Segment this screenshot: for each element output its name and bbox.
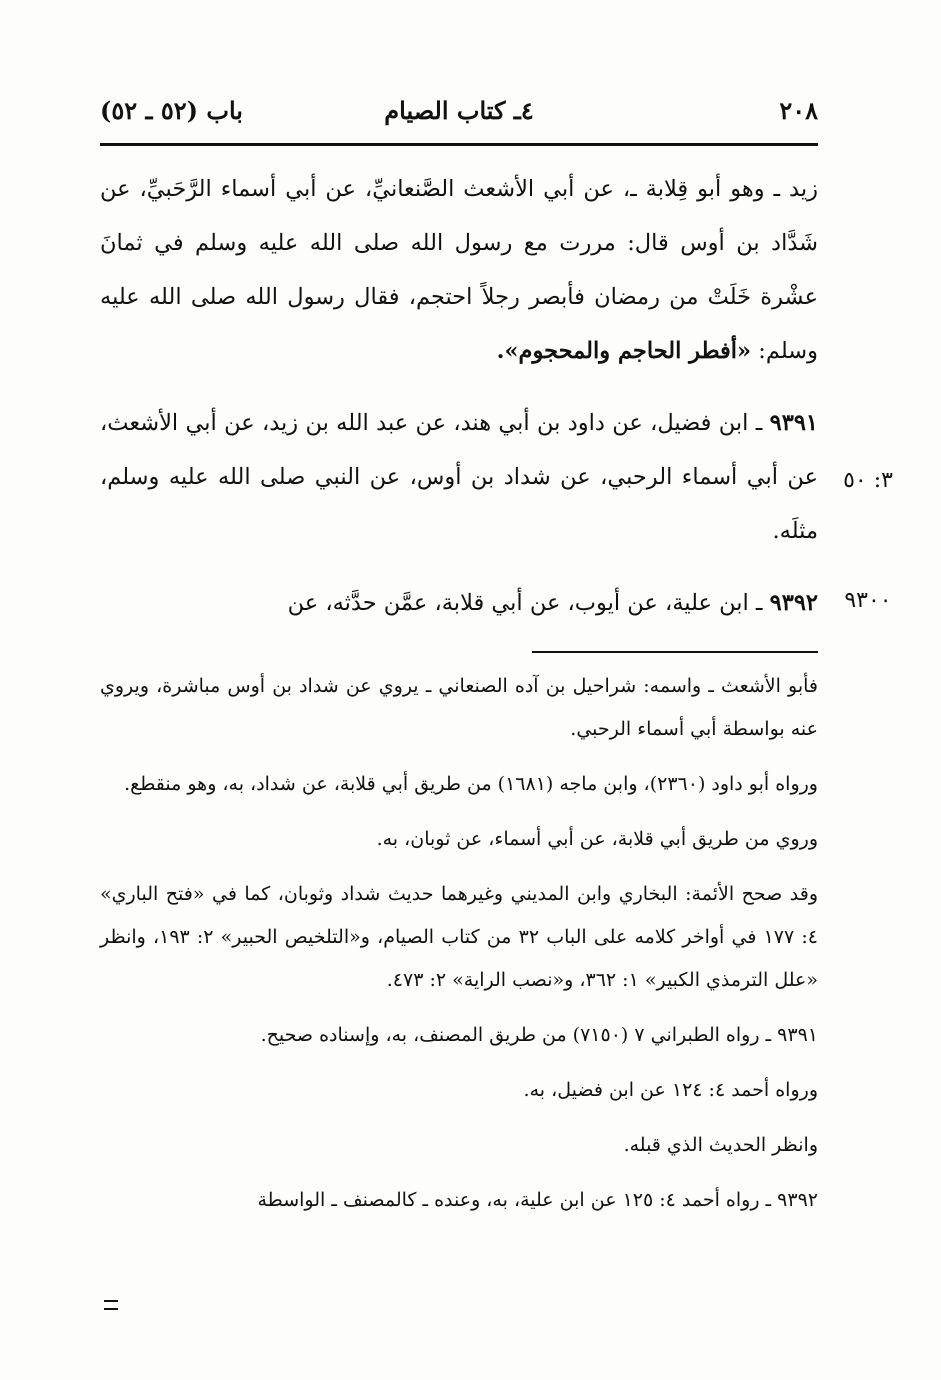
chapter-reference: باب (٥٢ ـ ٥٢) [100, 96, 243, 125]
hadith-number: ٩٣٩٢ [769, 590, 818, 616]
page-number: ٢٠٨ [779, 96, 818, 125]
main-text [100, 162, 818, 648]
footnote-paragraph: ٩٣٩٢ ـ رواه أحمد ٤: ١٢٥ عن ابن علية، به، وعنده ـ كالمصنف ـ الواسطة [257, 1189, 818, 1211]
hadith-number: ٩٣٩١ [769, 410, 818, 436]
footnotes [100, 665, 818, 1234]
footnote-paragraph: ورواه أحمد ٤: ١٢٤ عن ابن فضيل، به. [523, 1079, 818, 1101]
margin-volume-reference: ٣: ٥٠ [843, 468, 893, 493]
footnote-paragraph: ورواه أبو داود (٢٣٦٠)، وابن ماجه (١٦٨١) من طريق أبي قلابة، عن شداد، به، وهو منقطع. [124, 773, 818, 795]
hadith-text: ـ ابن فضيل، عن داود بن أبي هند، عن عبد الله بن زيد، عن أبي الأشعث، عن أبي أسماء الرحبي، عن شداد بن أوس، عن النبي صلى الله عليه وسلم، مثلَه. [100, 410, 818, 544]
book-title: ٤ـ كتاب الصيام [384, 96, 534, 125]
footnote-paragraph: فأبو الأشعث ـ واسمه: شراحيل بن آده الصنعاني ـ يروي عن شداد بن أوس مباشرة، ويروي عنه بواسطة أبي أسماء الرحبي. [100, 675, 818, 740]
margin-hadith-reference: ٩٣٠٠ [844, 588, 892, 613]
hadith-9391 [100, 396, 818, 558]
continuation-mark [104, 1300, 118, 1310]
header-divider [100, 143, 818, 146]
prophetic-quote: «أفطر الحاجم والمحجوم». [496, 338, 752, 364]
hadith-continuation [100, 162, 818, 378]
footnote-divider [532, 651, 818, 653]
page-header [100, 92, 818, 142]
footnote-paragraph: وانظر الحديث الذي قبله. [623, 1134, 818, 1156]
hadith-text: ـ ابن علية، عن أيوب، عن أبي قلابة، عمَّن حدَّثه، عن [287, 590, 763, 616]
footnote-paragraph: وروي من طريق أبي قلابة، عن أبي أسماء، عن ثوبان، به. [376, 828, 818, 850]
hadith-9392 [100, 576, 818, 630]
footnote-paragraph: ٩٣٩١ ـ رواه الطبراني ٧ (٧١٥٠) من طريق المصنف، به، وإسناده صحيح. [260, 1024, 818, 1046]
continuation-text: زيد ـ وهو أبو قِلابة ـ، عن أبي الأشعث الصَّنعانيِّ، عن أبي أسماء الرَّحَبيِّ، عن شَدَّاد بن أوس قال: مررت مع رسول الله صلى الله عليه وسلم في ثمانَ عشْرة خَلَتْ من رمضان فأبصر رجلاً احتجم، فقال رسول الله صلى الله عليه وسلم: [100, 176, 818, 364]
footnote-paragraph: وقد صحح الأئمة: البخاري وابن المديني وغيرهما حديث شداد وثوبان، كما في «فتح الباري» ٤: ١٧٧ في أواخر كلامه على الباب ٣٢ من كتاب الصيام، و«التلخيص الحبير» ٢: ١٩٣، وانظر «علل الترمذي الكبير» ١: ٣٦٢، و«نصب الراية» ٢: ٤٧٣. [100, 883, 818, 991]
